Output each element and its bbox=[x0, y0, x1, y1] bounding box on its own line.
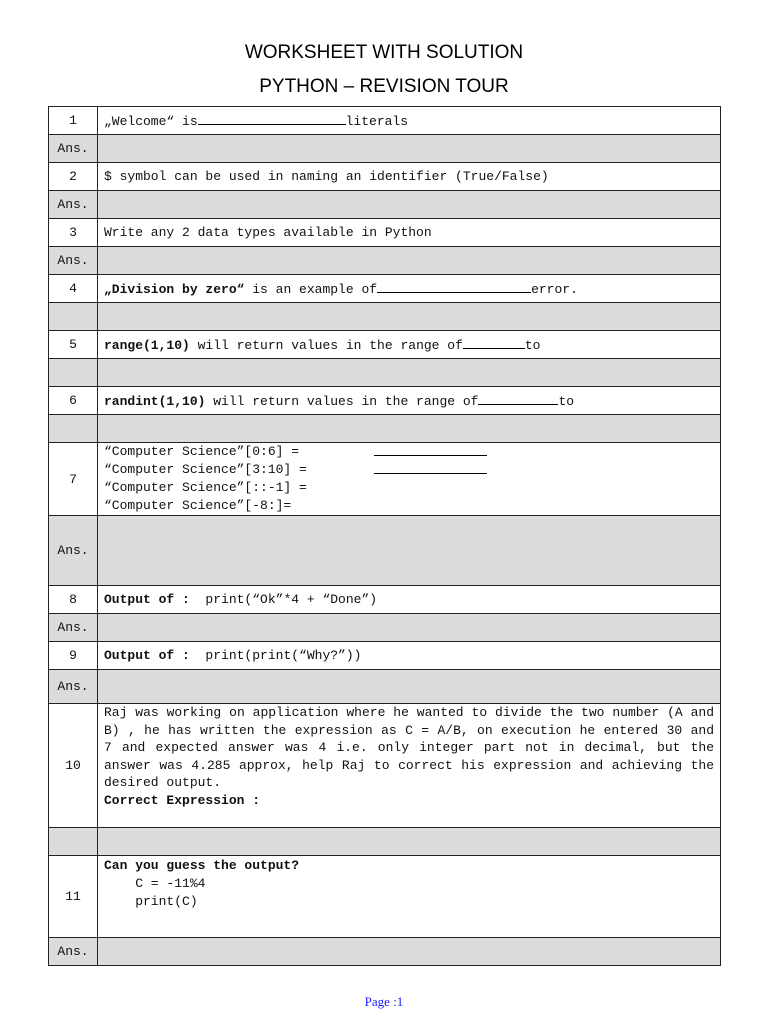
question-number: 3 bbox=[49, 219, 98, 247]
question-prefix: „Welcome“ is bbox=[104, 114, 198, 129]
answer-label: Ans. bbox=[49, 614, 98, 642]
question-text bbox=[98, 443, 721, 516]
answer-cell[interactable] bbox=[98, 516, 721, 586]
question-heading: Can you guess the output? bbox=[104, 858, 300, 873]
answer-row-9 bbox=[49, 670, 721, 704]
answer-row-1 bbox=[49, 135, 721, 163]
question-bold-term: Output of : bbox=[104, 648, 190, 663]
question-bold-term: range(1,10) bbox=[104, 338, 190, 353]
answer-cell[interactable] bbox=[98, 191, 721, 219]
question-text bbox=[98, 704, 721, 828]
question-number: 9 bbox=[49, 642, 98, 670]
question-text: Write any 2 data types available in Python bbox=[98, 219, 721, 247]
answer-row-10 bbox=[49, 828, 721, 856]
question-suffix: error. bbox=[531, 282, 578, 297]
question-middle: will return values in the range of bbox=[205, 394, 479, 409]
answer-label: Ans. bbox=[49, 135, 98, 163]
answer-label: Ans. bbox=[49, 247, 98, 275]
question-number: 1 bbox=[49, 107, 98, 135]
answer-row-3 bbox=[49, 247, 721, 275]
answer-label bbox=[49, 359, 98, 387]
answer-row-7 bbox=[49, 516, 721, 586]
slice-line bbox=[104, 497, 714, 515]
slice-line bbox=[104, 443, 714, 461]
question-bold-term: „Division by zero“ bbox=[104, 282, 245, 297]
page-number: Page :1 bbox=[364, 994, 404, 1009]
answer-row-8 bbox=[49, 614, 721, 642]
question-row-10 bbox=[49, 704, 721, 828]
slice-line bbox=[104, 461, 714, 479]
question-text bbox=[98, 856, 721, 938]
answer-cell[interactable] bbox=[98, 247, 721, 275]
question-text bbox=[98, 275, 721, 303]
question-bold-term: randint(1,10) bbox=[104, 394, 206, 409]
question-row-4 bbox=[49, 275, 721, 303]
question-text bbox=[98, 387, 721, 415]
question-text bbox=[98, 642, 721, 670]
question-number: 6 bbox=[49, 387, 98, 415]
question-number: 11 bbox=[49, 856, 98, 938]
answer-row-4 bbox=[49, 303, 721, 331]
code-line: print(C) bbox=[104, 894, 198, 909]
question-text bbox=[98, 107, 721, 135]
answer-cell[interactable] bbox=[98, 938, 721, 966]
question-paragraph: Raj was working on application where he wanted to divide the two number (A and B) , he has written the expression as C = A/B, on execution he entered 30 and 7 and expected answer was 4 i.e. only integer part not in decimal, but the answer was 4.285 approx, help Raj to correct his expression and achieving the desired output. bbox=[104, 705, 714, 790]
slice-expression: “Computer Science”[3:10] = bbox=[104, 462, 307, 477]
question-row-9 bbox=[49, 642, 721, 670]
correct-expression-label: Correct Expression : bbox=[104, 792, 261, 808]
fill-blank[interactable] bbox=[377, 280, 531, 293]
question-row-6 bbox=[49, 387, 721, 415]
question-text bbox=[98, 586, 721, 614]
slice-line bbox=[104, 479, 714, 497]
fill-blank[interactable] bbox=[198, 112, 346, 125]
answer-row-11 bbox=[49, 938, 721, 966]
question-number: 2 bbox=[49, 163, 98, 191]
answer-cell[interactable] bbox=[98, 359, 721, 387]
question-row-5 bbox=[49, 331, 721, 359]
question-number: 5 bbox=[49, 331, 98, 359]
question-row-1 bbox=[49, 107, 721, 135]
answer-cell[interactable] bbox=[98, 670, 721, 704]
answer-label: Ans. bbox=[49, 191, 98, 219]
question-row-3 bbox=[49, 219, 721, 247]
fill-blank[interactable] bbox=[374, 443, 487, 456]
question-middle: will return values in the range of bbox=[189, 338, 463, 353]
answer-label: Ans. bbox=[49, 938, 98, 966]
answer-row-2 bbox=[49, 191, 721, 219]
question-text: $ symbol can be used in naming an identifier (True/False) bbox=[98, 163, 721, 191]
slice-expression: “Computer Science”[::-1] = bbox=[104, 480, 307, 495]
question-code: print(“Ok”*4 + “Done”) bbox=[189, 592, 378, 607]
question-row-7 bbox=[49, 443, 721, 516]
answer-cell[interactable] bbox=[98, 614, 721, 642]
code-line: C = -11%4 bbox=[104, 876, 206, 891]
question-suffix: literals bbox=[345, 114, 409, 129]
answer-label bbox=[49, 303, 98, 331]
question-row-2 bbox=[49, 163, 721, 191]
question-suffix: to bbox=[524, 338, 541, 353]
answer-cell[interactable] bbox=[98, 135, 721, 163]
answer-row-5 bbox=[49, 359, 721, 387]
fill-blank[interactable] bbox=[374, 461, 487, 474]
question-number: 7 bbox=[49, 443, 98, 516]
question-code: print(print(“Why?”)) bbox=[189, 648, 362, 663]
worksheet-subtitle: PYTHON – REVISION TOUR bbox=[259, 76, 509, 97]
answer-cell[interactable] bbox=[98, 303, 721, 331]
answer-cell[interactable] bbox=[98, 415, 721, 443]
slice-expression: “Computer Science”[-8:]= bbox=[104, 498, 292, 513]
question-number: 8 bbox=[49, 586, 98, 614]
answer-row-6 bbox=[49, 415, 721, 443]
question-number: 4 bbox=[49, 275, 98, 303]
answer-label: Ans. bbox=[49, 670, 98, 704]
answer-label: Ans. bbox=[49, 516, 98, 586]
question-bold-term: Output of : bbox=[104, 592, 190, 607]
question-row-11 bbox=[49, 856, 721, 938]
worksheet-title: WORKSHEET WITH SOLUTION bbox=[244, 42, 524, 63]
question-text bbox=[98, 331, 721, 359]
question-row-8 bbox=[49, 586, 721, 614]
question-middle: is an example of bbox=[244, 282, 378, 297]
answer-label bbox=[49, 415, 98, 443]
slice-expression: “Computer Science”[0:6] = bbox=[104, 444, 300, 459]
fill-blank[interactable] bbox=[463, 336, 525, 349]
question-number: 10 bbox=[49, 704, 98, 828]
fill-blank[interactable] bbox=[478, 392, 558, 405]
question-suffix: to bbox=[558, 394, 575, 409]
answer-label bbox=[49, 828, 98, 856]
worksheet-table bbox=[48, 106, 721, 966]
answer-cell[interactable] bbox=[98, 828, 721, 856]
